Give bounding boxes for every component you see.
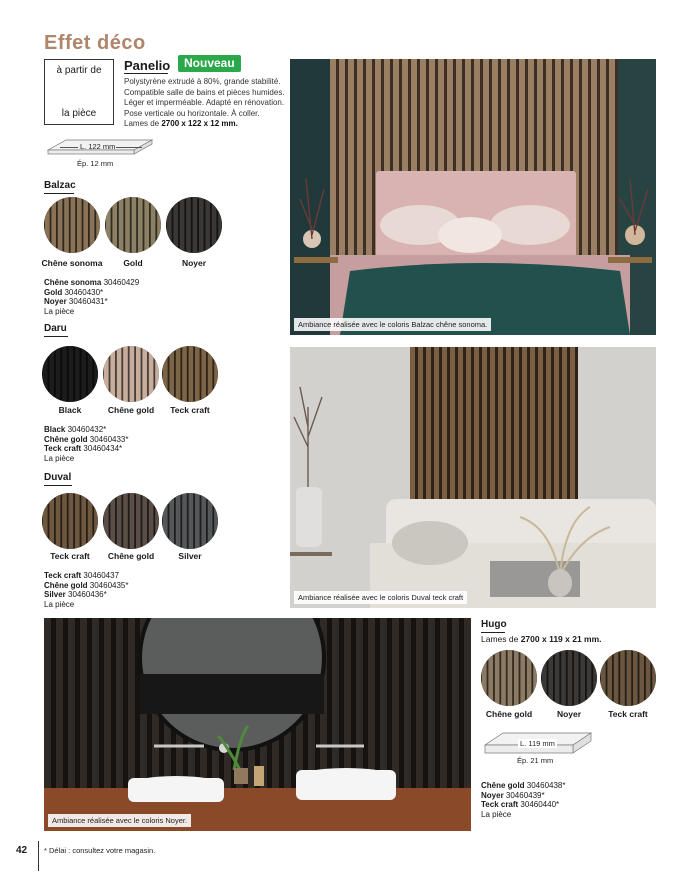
ref-name: Black <box>44 425 66 434</box>
ref-code: 30460436* <box>65 590 107 599</box>
ref-line <box>44 278 139 288</box>
balzac-swatch-chene-sonoma[interactable] <box>44 197 100 253</box>
slat-pattern <box>103 493 159 549</box>
ref-name: Silver <box>44 590 66 599</box>
ref-line <box>44 581 129 591</box>
hugo-swatch-noyer[interactable] <box>541 650 597 706</box>
price-box <box>44 59 114 125</box>
swatch-label: Chêne gold <box>485 709 533 719</box>
daru-title: Daru <box>44 323 67 334</box>
ref-name: Noyer <box>481 790 504 800</box>
hugo-swatch-teck-craft[interactable] <box>600 650 656 706</box>
slat-pattern <box>162 346 218 402</box>
duval-underline <box>44 485 72 486</box>
slat-pattern <box>42 346 98 402</box>
ref-code: 30460432* <box>65 425 107 434</box>
ref-name: Teck craft <box>44 444 82 453</box>
hugo-dims-prefix: Lames de <box>481 634 521 644</box>
ref-line <box>481 800 566 810</box>
swatch-label: Noyer <box>181 258 207 268</box>
ref-line <box>481 791 566 801</box>
swatch-label: Gold <box>123 258 143 268</box>
ref-code: 30460430* <box>62 287 104 297</box>
hugo-length-dimension: L. 119 mm <box>520 739 555 748</box>
duval-swatch-chene-gold[interactable] <box>103 493 159 549</box>
living-room-caption: Ambiance réalisée avec le coloris Duval teck craft <box>294 591 467 604</box>
hugo-references <box>481 781 566 819</box>
balzac-underline <box>44 193 74 194</box>
swatch-label: Teck craft <box>170 405 210 415</box>
ref-unit: La pièce <box>44 453 75 463</box>
length-dimension: L. 122 mm <box>80 142 116 151</box>
desc-line: Pose verticale ou horizontale. À coller. <box>124 108 260 118</box>
ref-code: 30460440* <box>518 800 560 809</box>
price-unit-label: la pièce <box>61 108 97 119</box>
daru-references <box>44 425 129 463</box>
ref-name: Chêne gold <box>481 781 525 790</box>
swatch-label: Black <box>58 405 82 415</box>
living-room-photo <box>290 347 656 608</box>
ref-code: 30460438* <box>524 781 566 790</box>
ref-code: 30460429 <box>101 278 140 287</box>
product-name: Panelio <box>124 58 171 73</box>
ref-code: 30460434* <box>81 444 123 453</box>
slat-pattern <box>42 493 98 549</box>
hugo-dims-value: 2700 x 119 x 21 mm. <box>520 634 602 644</box>
swatch-label: Silver <box>178 551 202 561</box>
footnote: * Délai : consultez votre magasin. <box>44 846 156 855</box>
ref-name: Teck craft <box>481 800 519 809</box>
ref-name: Chêne gold <box>44 580 88 590</box>
desc-line: Léger et imperméable. Adapté en rénovation. <box>124 98 285 107</box>
hugo-underline <box>481 632 505 633</box>
slat-pattern <box>541 650 597 706</box>
bathroom-caption: Ambiance réalisée avec le coloris Noyer. <box>48 814 191 827</box>
hugo-swatch-chene-gold[interactable] <box>481 650 537 706</box>
daru-swatch-teck-craft[interactable] <box>162 346 218 402</box>
ref-name: Gold <box>44 287 63 297</box>
ref-code: 30460437 <box>81 571 120 580</box>
duval-swatch-teck-craft[interactable] <box>42 493 98 549</box>
swatch-label: Chêne sonoma <box>41 258 103 268</box>
slat-pattern <box>481 650 537 706</box>
footer-divider <box>38 841 39 871</box>
slat-pattern <box>162 493 218 549</box>
page-number: 42 <box>16 845 28 856</box>
balzac-swatch-noyer[interactable] <box>166 197 222 253</box>
hugo-dims <box>481 634 602 644</box>
duval-references <box>44 571 129 609</box>
product-description <box>124 77 294 130</box>
slat-pattern <box>166 197 222 253</box>
ref-code: 30460431* <box>66 297 108 306</box>
bedroom-photo <box>290 59 656 335</box>
desc-line: Compatible salle de bains et pièces humides. <box>124 87 285 97</box>
ref-name: Chêne sonoma <box>44 278 102 287</box>
ref-line <box>44 571 129 581</box>
desc-dims-value: 2700 x 122 x 12 mm. <box>161 119 238 128</box>
desc-dims-line <box>124 119 294 130</box>
ref-unit: La pièce <box>44 306 75 316</box>
ref-line <box>44 590 129 600</box>
balzac-swatch-gold[interactable] <box>105 197 161 253</box>
ref-code: 30460439* <box>503 790 545 800</box>
ref-unit: La pièce <box>481 809 512 819</box>
ref-name: Teck craft <box>44 571 82 580</box>
bathroom-photo <box>44 618 471 831</box>
dimension-line <box>116 147 142 148</box>
ref-code: 30460433* <box>87 434 129 444</box>
duval-swatch-silver[interactable] <box>162 493 218 549</box>
ref-line <box>44 288 139 298</box>
ref-name: Chêne gold <box>44 434 88 444</box>
desc-line: Polystyrène extrudé à 80%, grande stabilité. <box>124 77 281 86</box>
page-title: Effet déco <box>44 32 146 54</box>
duval-title: Duval <box>44 472 72 483</box>
slat-pattern <box>44 197 100 253</box>
dimension-line <box>60 147 78 148</box>
slat-pattern <box>105 197 161 253</box>
ref-line <box>44 444 129 454</box>
slat-pattern <box>600 650 656 706</box>
bathroom-scene <box>44 618 471 831</box>
ref-unit: La pièce <box>44 599 75 609</box>
ref-code: 30460435* <box>87 580 129 590</box>
bedroom-caption: Ambiance réalisée avec le coloris Balzac chêne sonoma. <box>294 318 491 331</box>
swatch-label: Chêne gold <box>107 405 155 415</box>
thickness-dimension: Ép. 12 mm <box>74 159 116 168</box>
price-from-label: à partir de <box>56 65 102 76</box>
daru-swatch-chene-gold[interactable] <box>103 346 159 402</box>
new-badge: Nouveau <box>178 55 241 72</box>
hugo-title: Hugo <box>481 619 507 630</box>
daru-swatch-black[interactable] <box>42 346 98 402</box>
living-room-scene <box>290 347 656 608</box>
ref-line <box>44 435 129 445</box>
balzac-references <box>44 278 139 316</box>
desc-dims-prefix: Lames de <box>124 119 162 128</box>
product-name-underline <box>124 73 168 74</box>
daru-underline <box>44 336 68 337</box>
slat-pattern <box>103 346 159 402</box>
swatch-label: Teck craft <box>50 551 90 561</box>
swatch-label: Noyer <box>556 709 582 719</box>
ref-line <box>44 425 129 435</box>
hugo-thickness-dimension: Ép. 21 mm <box>514 756 556 765</box>
ref-name: Noyer <box>44 297 67 306</box>
balzac-title: Balzac <box>44 180 76 191</box>
bedroom-scene <box>290 59 656 335</box>
swatch-label: Teck craft <box>608 709 648 719</box>
ref-line <box>44 297 139 307</box>
swatch-label: Chêne gold <box>107 551 155 561</box>
ref-line <box>481 781 566 791</box>
